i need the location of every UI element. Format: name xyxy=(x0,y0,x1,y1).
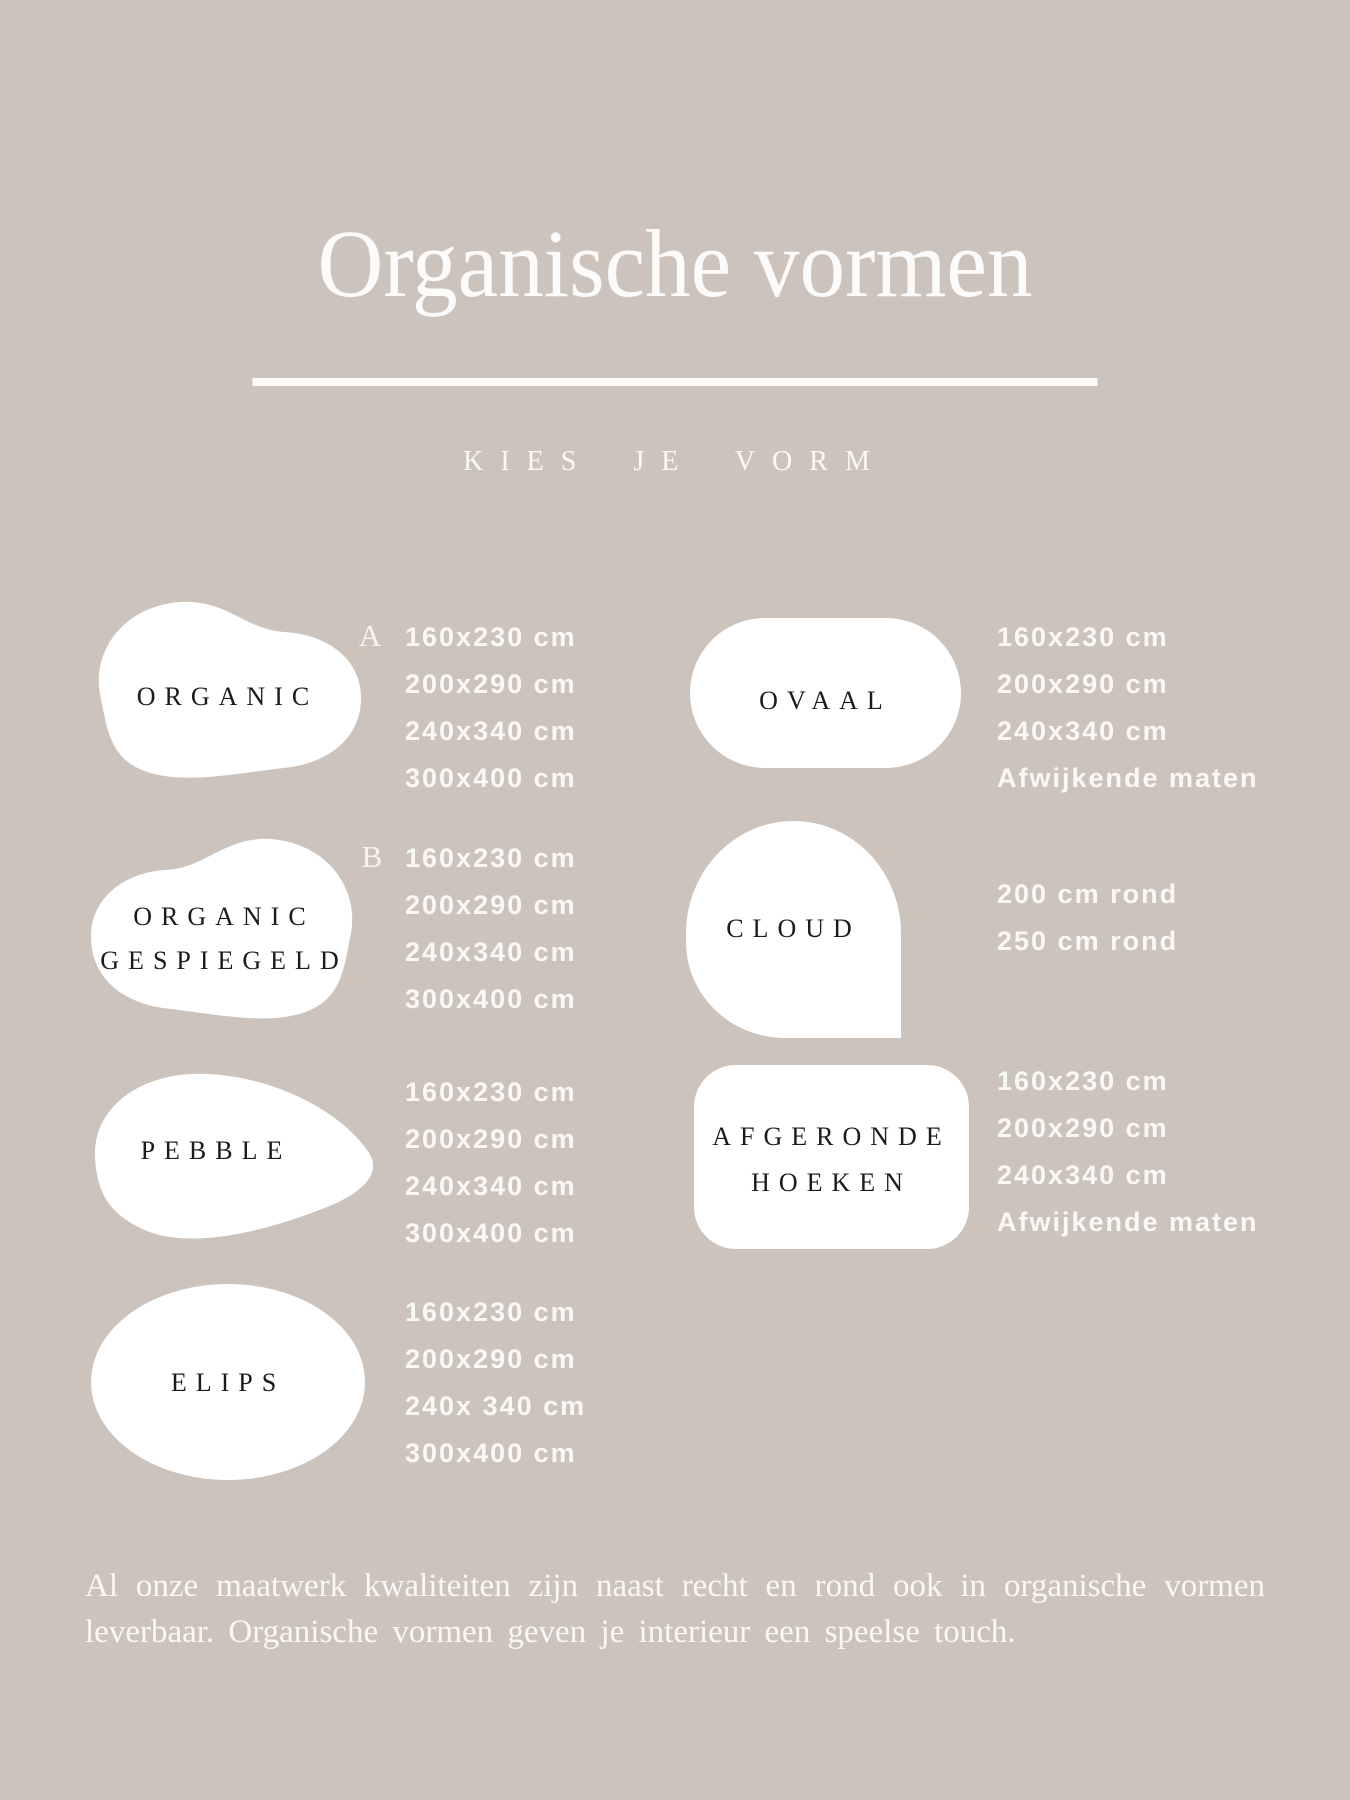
variant-letter-b: B xyxy=(361,839,383,874)
size-item: Afwijkende maten xyxy=(997,1207,1259,1237)
size-item: 300x400 cm xyxy=(405,1218,577,1248)
size-item: 160x230 cm xyxy=(997,622,1169,652)
footer-paragraph: Al onze maatwerk kwaliteiten zijn naast recht en rond ook in organische vormen leverbaar. Organische vormen geven je interieur een speelse touch. xyxy=(85,1568,1265,1650)
size-item: 300x400 cm xyxy=(405,763,577,793)
page-title: Organische vormen xyxy=(317,210,1033,317)
size-item: 200x290 cm xyxy=(405,669,577,699)
ovaal-label: OVAAL xyxy=(759,686,892,715)
afgeronde-hoeken-label-line1: AFGERONDE xyxy=(712,1122,951,1151)
size-item: 160x230 cm xyxy=(405,1297,577,1327)
organic-size-list xyxy=(405,614,577,802)
size-item: 250 cm rond xyxy=(997,926,1179,956)
kicker-text: KIES JE VORM xyxy=(463,446,887,477)
afgeronde-hoeken-label xyxy=(694,1114,969,1206)
size-item: 200x290 cm xyxy=(405,1344,577,1374)
size-item: 200x290 cm xyxy=(405,1124,577,1154)
size-item: 300x400 cm xyxy=(405,984,577,1014)
size-item: 240x340 cm xyxy=(405,716,577,746)
size-item: 240x340 cm xyxy=(405,937,577,967)
size-item: 240x340 cm xyxy=(405,1171,577,1201)
afgeronde-hoeken-size-list xyxy=(997,1058,1259,1246)
size-item: Afwijkende maten xyxy=(997,763,1259,793)
ovaal-size-list xyxy=(997,614,1259,802)
elips-size-list xyxy=(405,1289,586,1477)
size-item: 160x230 cm xyxy=(405,843,577,873)
cloud-size-list xyxy=(997,871,1178,965)
title-underline xyxy=(253,378,1098,386)
afgeronde-hoeken-label-line2: HOEKEN xyxy=(751,1168,912,1197)
organic-gespiegeld-size-list xyxy=(405,835,577,1023)
organic-gespiegeld-label-line2: GESPIEGELD xyxy=(100,946,348,975)
size-item: 160x230 cm xyxy=(405,622,577,652)
size-item: 200x290 cm xyxy=(997,669,1169,699)
cloud-label: CLOUD xyxy=(726,914,861,943)
pebble-label: PEBBLE xyxy=(140,1136,292,1165)
size-item: 240x340 cm xyxy=(997,716,1169,746)
variant-letter-a: A xyxy=(358,618,382,653)
pebble-size-list xyxy=(405,1069,577,1257)
size-item: 200x290 cm xyxy=(405,890,577,920)
size-item: 200 cm rond xyxy=(997,879,1179,909)
size-item: 240x340 cm xyxy=(997,1160,1169,1190)
organic-label: ORGANIC xyxy=(136,682,319,711)
size-item: 240x 340 cm xyxy=(405,1391,587,1421)
size-item: 300x400 cm xyxy=(405,1438,577,1468)
elips-label: ELIPS xyxy=(170,1368,286,1397)
size-item: 160x230 cm xyxy=(405,1077,577,1107)
size-item: 160x230 cm xyxy=(997,1066,1169,1096)
size-item: 200x290 cm xyxy=(997,1113,1169,1143)
organic-gespiegeld-label-line1: ORGANIC xyxy=(133,902,315,931)
organic-gespiegeld-label xyxy=(85,895,363,983)
